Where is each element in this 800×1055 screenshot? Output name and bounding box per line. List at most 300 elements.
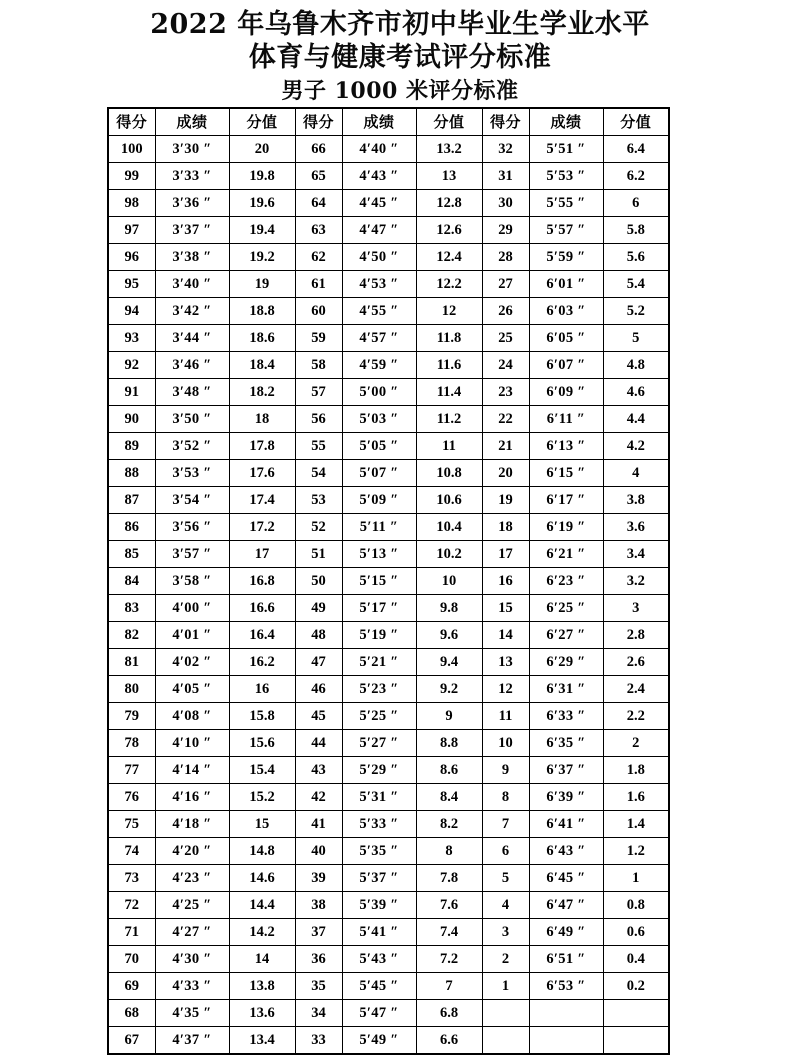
cell-score: 70 (108, 946, 155, 973)
cell-score: 40 (295, 838, 342, 865)
cell-value: 17 (229, 541, 295, 568)
cell-value: 1.2 (603, 838, 669, 865)
cell-score: 96 (108, 244, 155, 271)
cell-result: 4′25 ″ (155, 892, 229, 919)
cell-result: 5′33 ″ (342, 811, 416, 838)
score-table-container (107, 107, 670, 1055)
cell-result: 3′53 ″ (155, 460, 229, 487)
cell-score: 35 (295, 973, 342, 1000)
cell-result: 5′11 ″ (342, 514, 416, 541)
cell-value: 4.2 (603, 433, 669, 460)
cell-result: 6′41 ″ (529, 811, 603, 838)
cell-score: 74 (108, 838, 155, 865)
cell-value: 17.8 (229, 433, 295, 460)
table-row (108, 568, 669, 595)
cell-result: 5′17 ″ (342, 595, 416, 622)
cell-score: 24 (482, 352, 529, 379)
cell-value: 10 (416, 568, 482, 595)
cell-score: 95 (108, 271, 155, 298)
column-header-result-block-2: 成绩 (342, 108, 416, 136)
cell-score: 16 (482, 568, 529, 595)
cell-value: 7.6 (416, 892, 482, 919)
cell-result: 4′05 ″ (155, 676, 229, 703)
cell-result: 5′09 ″ (342, 487, 416, 514)
cell-score: 41 (295, 811, 342, 838)
score-standard-table (107, 107, 670, 1055)
cell-value: 1 (603, 865, 669, 892)
cell-value: 0.4 (603, 946, 669, 973)
column-header-score-block-1: 得分 (108, 108, 155, 136)
cell-result: 5′21 ″ (342, 649, 416, 676)
table-header (108, 108, 669, 136)
cell-result: 3′52 ″ (155, 433, 229, 460)
cell-value: 15.4 (229, 757, 295, 784)
table-row (108, 811, 669, 838)
cell-result: 6′49 ″ (529, 919, 603, 946)
cell-value: 14.8 (229, 838, 295, 865)
cell-result: 6′29 ″ (529, 649, 603, 676)
cell-score: 93 (108, 325, 155, 352)
cell-result: 4′30 ″ (155, 946, 229, 973)
document-title-line-1: 2022 年乌鲁木齐市初中毕业生学业水平 (150, 9, 650, 40)
cell-result: 5′45 ″ (342, 973, 416, 1000)
cell-score: 81 (108, 649, 155, 676)
cell-value: 19.6 (229, 190, 295, 217)
cell-result: 3′58 ″ (155, 568, 229, 595)
cell-score: 46 (295, 676, 342, 703)
cell-score: 6 (482, 838, 529, 865)
table-row (108, 730, 669, 757)
cell-value: 7.2 (416, 946, 482, 973)
cell-value: 7 (416, 973, 482, 1000)
table-row (108, 406, 669, 433)
cell-result: 5′13 ″ (342, 541, 416, 568)
cell-score: 91 (108, 379, 155, 406)
column-header-value-block-3: 分值 (603, 108, 669, 136)
cell-value: 6.4 (603, 136, 669, 163)
cell-value: 13.2 (416, 136, 482, 163)
cell-value: 18.4 (229, 352, 295, 379)
cell-result: 4′53 ″ (342, 271, 416, 298)
cell-result: 6′37 ″ (529, 757, 603, 784)
cell-value: 6.6 (416, 1027, 482, 1055)
cell-value: 8 (416, 838, 482, 865)
cell-score: 1 (482, 973, 529, 1000)
cell-score: 53 (295, 487, 342, 514)
table-row (108, 676, 669, 703)
cell-score: 88 (108, 460, 155, 487)
cell-result: 5′23 ″ (342, 676, 416, 703)
cell-score: 50 (295, 568, 342, 595)
cell-score: 9 (482, 757, 529, 784)
cell-result: 3′54 ″ (155, 487, 229, 514)
cell-score: 2 (482, 946, 529, 973)
cell-result: 6′21 ″ (529, 541, 603, 568)
table-row (108, 190, 669, 217)
cell-value: 8.2 (416, 811, 482, 838)
cell-value: 9.4 (416, 649, 482, 676)
cell-value: 1.4 (603, 811, 669, 838)
cell-value: 11.6 (416, 352, 482, 379)
cell-value: 0.8 (603, 892, 669, 919)
cell-value: 18.8 (229, 298, 295, 325)
table-row (108, 865, 669, 892)
cell-value: 16.6 (229, 595, 295, 622)
table-row (108, 325, 669, 352)
cell-score: 5 (482, 865, 529, 892)
cell-score: 44 (295, 730, 342, 757)
cell-value: 17.2 (229, 514, 295, 541)
cell-score: 51 (295, 541, 342, 568)
table-row (108, 163, 669, 190)
cell-result: 5′00 ″ (342, 379, 416, 406)
cell-value: 3 (603, 595, 669, 622)
cell-value: 8.4 (416, 784, 482, 811)
cell-value: 18.2 (229, 379, 295, 406)
cell-result: 4′08 ″ (155, 703, 229, 730)
cell-score: 31 (482, 163, 529, 190)
cell-score: 12 (482, 676, 529, 703)
cell-result: 5′37 ″ (342, 865, 416, 892)
cell-score: 19 (482, 487, 529, 514)
table-body (108, 136, 669, 1055)
cell-score: 97 (108, 217, 155, 244)
cell-result: 3′33 ″ (155, 163, 229, 190)
cell-score: 43 (295, 757, 342, 784)
cell-value: 14 (229, 946, 295, 973)
cell-score: 75 (108, 811, 155, 838)
cell-score: 32 (482, 136, 529, 163)
cell-result: 3′38 ″ (155, 244, 229, 271)
column-header-score-block-2: 得分 (295, 108, 342, 136)
cell-value: 18.6 (229, 325, 295, 352)
cell-result: 6′53 ″ (529, 973, 603, 1000)
cell-result: 4′59 ″ (342, 352, 416, 379)
cell-score: 68 (108, 1000, 155, 1027)
cell-score: 7 (482, 811, 529, 838)
cell-value: 17.6 (229, 460, 295, 487)
cell-score: 8 (482, 784, 529, 811)
cell-score: 87 (108, 487, 155, 514)
cell-value: 18 (229, 406, 295, 433)
cell-value: 10.6 (416, 487, 482, 514)
cell-value: 2.4 (603, 676, 669, 703)
cell-result: 5′35 ″ (342, 838, 416, 865)
cell-value: 6.8 (416, 1000, 482, 1027)
cell-result: 5′25 ″ (342, 703, 416, 730)
cell-score: 76 (108, 784, 155, 811)
cell-score: 62 (295, 244, 342, 271)
cell-result: 6′31 ″ (529, 676, 603, 703)
table-row (108, 973, 669, 1000)
cell-result: 5′27 ″ (342, 730, 416, 757)
cell-value: 19 (229, 271, 295, 298)
cell-result: 5′59 ″ (529, 244, 603, 271)
cell-value: 3.2 (603, 568, 669, 595)
cell-score: 73 (108, 865, 155, 892)
cell-value: 19.4 (229, 217, 295, 244)
cell-value: 8.8 (416, 730, 482, 757)
cell-value: 11.4 (416, 379, 482, 406)
cell-value: 1.8 (603, 757, 669, 784)
table-row (108, 892, 669, 919)
cell-result: 6′33 ″ (529, 703, 603, 730)
cell-result: 3′30 ″ (155, 136, 229, 163)
cell-value: 16.8 (229, 568, 295, 595)
cell-score: 89 (108, 433, 155, 460)
cell-result: 6′09 ″ (529, 379, 603, 406)
table-row (108, 595, 669, 622)
cell-result: 6′27 ″ (529, 622, 603, 649)
cell-result: 6′45 ″ (529, 865, 603, 892)
cell-score: 39 (295, 865, 342, 892)
cell-result: 4′35 ″ (155, 1000, 229, 1027)
cell-result: 6′39 ″ (529, 784, 603, 811)
cell-result: 5′51 ″ (529, 136, 603, 163)
table-row (108, 136, 669, 163)
cell-score: 30 (482, 190, 529, 217)
cell-result: 6′13 ″ (529, 433, 603, 460)
cell-value: 15.6 (229, 730, 295, 757)
cell-value: 16.4 (229, 622, 295, 649)
table-row (108, 784, 669, 811)
table-row (108, 217, 669, 244)
cell-result: 4′27 ″ (155, 919, 229, 946)
cell-result: 6′15 ″ (529, 460, 603, 487)
cell-value: 7.4 (416, 919, 482, 946)
cell-score: 85 (108, 541, 155, 568)
cell-score: 63 (295, 217, 342, 244)
cell-result: 6′51 ″ (529, 946, 603, 973)
cell-empty (603, 1000, 669, 1027)
cell-score: 72 (108, 892, 155, 919)
document-title-line-2: 体育与健康考试评分标准 (248, 42, 552, 73)
cell-value: 9 (416, 703, 482, 730)
cell-result: 4′50 ″ (342, 244, 416, 271)
cell-score: 80 (108, 676, 155, 703)
cell-result: 5′29 ″ (342, 757, 416, 784)
cell-result: 4′47 ″ (342, 217, 416, 244)
cell-value: 13.6 (229, 1000, 295, 1027)
cell-result: 3′57 ″ (155, 541, 229, 568)
cell-value: 11 (416, 433, 482, 460)
cell-score: 48 (295, 622, 342, 649)
cell-value: 4.4 (603, 406, 669, 433)
cell-value: 10.8 (416, 460, 482, 487)
cell-value: 9.6 (416, 622, 482, 649)
cell-score: 37 (295, 919, 342, 946)
cell-result: 6′17 ″ (529, 487, 603, 514)
table-row (108, 460, 669, 487)
cell-result: 4′37 ″ (155, 1027, 229, 1055)
table-row (108, 946, 669, 973)
cell-result: 6′23 ″ (529, 568, 603, 595)
cell-value: 4 (603, 460, 669, 487)
cell-value: 3.4 (603, 541, 669, 568)
cell-score: 98 (108, 190, 155, 217)
cell-result: 4′57 ″ (342, 325, 416, 352)
cell-result: 5′41 ″ (342, 919, 416, 946)
cell-value: 19.8 (229, 163, 295, 190)
table-row (108, 838, 669, 865)
cell-value: 13 (416, 163, 482, 190)
cell-value: 5.2 (603, 298, 669, 325)
cell-score: 21 (482, 433, 529, 460)
cell-result: 3′48 ″ (155, 379, 229, 406)
table-row (108, 514, 669, 541)
cell-result: 6′03 ″ (529, 298, 603, 325)
cell-value: 11.2 (416, 406, 482, 433)
cell-score: 10 (482, 730, 529, 757)
cell-value: 10.4 (416, 514, 482, 541)
cell-value: 12.8 (416, 190, 482, 217)
table-row (108, 757, 669, 784)
cell-result: 5′07 ″ (342, 460, 416, 487)
cell-result: 6′35 ″ (529, 730, 603, 757)
cell-result: 4′23 ″ (155, 865, 229, 892)
cell-value: 12.4 (416, 244, 482, 271)
cell-score: 94 (108, 298, 155, 325)
cell-value: 5.4 (603, 271, 669, 298)
cell-score: 59 (295, 325, 342, 352)
cell-score: 29 (482, 217, 529, 244)
cell-value: 12 (416, 298, 482, 325)
cell-empty (482, 1000, 529, 1027)
cell-result: 4′20 ″ (155, 838, 229, 865)
cell-value: 9.8 (416, 595, 482, 622)
cell-value: 15.8 (229, 703, 295, 730)
cell-score: 47 (295, 649, 342, 676)
cell-value: 2.2 (603, 703, 669, 730)
table-row (108, 541, 669, 568)
cell-result: 5′39 ″ (342, 892, 416, 919)
cell-value: 15 (229, 811, 295, 838)
cell-value: 6 (603, 190, 669, 217)
column-header-result-block-1: 成绩 (155, 108, 229, 136)
cell-score: 15 (482, 595, 529, 622)
cell-value: 3.6 (603, 514, 669, 541)
cell-score: 11 (482, 703, 529, 730)
cell-value: 0.6 (603, 919, 669, 946)
cell-score: 61 (295, 271, 342, 298)
cell-value: 8.6 (416, 757, 482, 784)
cell-value: 12.2 (416, 271, 482, 298)
table-row (108, 1027, 669, 1055)
cell-result: 4′16 ″ (155, 784, 229, 811)
cell-score: 66 (295, 136, 342, 163)
cell-score: 77 (108, 757, 155, 784)
cell-value: 10.2 (416, 541, 482, 568)
cell-value: 5 (603, 325, 669, 352)
cell-score: 13 (482, 649, 529, 676)
cell-result: 4′43 ″ (342, 163, 416, 190)
table-row (108, 298, 669, 325)
cell-score: 56 (295, 406, 342, 433)
cell-empty (529, 1027, 603, 1055)
cell-score: 57 (295, 379, 342, 406)
cell-result: 5′49 ″ (342, 1027, 416, 1055)
cell-score: 36 (295, 946, 342, 973)
cell-value: 4.8 (603, 352, 669, 379)
table-row (108, 1000, 669, 1027)
cell-score: 71 (108, 919, 155, 946)
cell-value: 4.6 (603, 379, 669, 406)
cell-result: 5′55 ″ (529, 190, 603, 217)
cell-score: 18 (482, 514, 529, 541)
cell-result: 6′05 ″ (529, 325, 603, 352)
table-row (108, 244, 669, 271)
cell-result: 5′57 ″ (529, 217, 603, 244)
cell-result: 5′31 ″ (342, 784, 416, 811)
table-row (108, 703, 669, 730)
cell-value: 20 (229, 136, 295, 163)
cell-score: 42 (295, 784, 342, 811)
cell-result: 5′47 ″ (342, 1000, 416, 1027)
cell-result: 5′19 ″ (342, 622, 416, 649)
cell-score: 23 (482, 379, 529, 406)
cell-score: 33 (295, 1027, 342, 1055)
cell-empty (603, 1027, 669, 1055)
cell-empty (529, 1000, 603, 1027)
table-row (108, 919, 669, 946)
cell-value: 14.4 (229, 892, 295, 919)
cell-result: 5′15 ″ (342, 568, 416, 595)
cell-score: 90 (108, 406, 155, 433)
cell-value: 14.2 (229, 919, 295, 946)
cell-result: 4′45 ″ (342, 190, 416, 217)
cell-score: 58 (295, 352, 342, 379)
cell-value: 15.2 (229, 784, 295, 811)
cell-value: 5.8 (603, 217, 669, 244)
title-block (0, 0, 800, 106)
table-row (108, 487, 669, 514)
cell-result: 5′05 ″ (342, 433, 416, 460)
cell-score: 4 (482, 892, 529, 919)
cell-score: 34 (295, 1000, 342, 1027)
cell-result: 5′43 ″ (342, 946, 416, 973)
cell-result: 3′50 ″ (155, 406, 229, 433)
cell-result: 4′33 ″ (155, 973, 229, 1000)
cell-score: 100 (108, 136, 155, 163)
cell-result: 4′14 ″ (155, 757, 229, 784)
cell-result: 3′40 ″ (155, 271, 229, 298)
cell-value: 0.2 (603, 973, 669, 1000)
table-row (108, 433, 669, 460)
table-row (108, 271, 669, 298)
cell-value: 2 (603, 730, 669, 757)
cell-result: 4′02 ″ (155, 649, 229, 676)
cell-result: 6′43 ″ (529, 838, 603, 865)
cell-result: 3′36 ″ (155, 190, 229, 217)
cell-value: 7.8 (416, 865, 482, 892)
cell-result: 4′00 ″ (155, 595, 229, 622)
cell-value: 11.8 (416, 325, 482, 352)
cell-value: 3.8 (603, 487, 669, 514)
cell-value: 16 (229, 676, 295, 703)
table-row (108, 649, 669, 676)
cell-score: 54 (295, 460, 342, 487)
cell-empty (482, 1027, 529, 1055)
cell-score: 22 (482, 406, 529, 433)
cell-value: 6.2 (603, 163, 669, 190)
column-header-value-block-2: 分值 (416, 108, 482, 136)
cell-result: 4′40 ″ (342, 136, 416, 163)
table-row (108, 379, 669, 406)
cell-value: 9.2 (416, 676, 482, 703)
cell-result: 6′01 ″ (529, 271, 603, 298)
cell-score: 55 (295, 433, 342, 460)
cell-score: 79 (108, 703, 155, 730)
